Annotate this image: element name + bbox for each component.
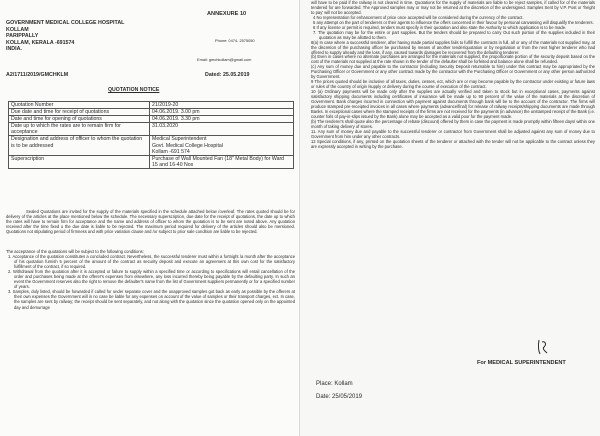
condition-item: 10 (a) Ordinary payments will be made only after the supplies are actually verified and taken to stock but in exceptional cases, payments against satisfactory shipping documents including certificates of insurance will be made up to 90 percent of the value of the materials at the discretion of Government. Bank charges incurred in connection with payment against documents through bank will be to the account of the contractor. The firms will produce stamped pre-receipted invoices in all cases where payments (advance/final) for release of railway receipts/shipping documents are made through Banks. In exceptional cases where the stamped receipts of the firms are not received for the payments (in advance) the unstamped receipt of the Bank (i.e. counter foils of pay-in-slips issued by the Bank) alone may be accepted as a valid poor for the payment made. [311, 89, 596, 119]
table-row [9, 155, 294, 168]
table-key: Due date and time for receipt of quotations [9, 109, 150, 116]
table-row [9, 123, 294, 136]
org-line: KOLLAM [6, 26, 29, 33]
table-key: Date and time for opening of quotations [9, 116, 150, 123]
org-line: INDIA. [6, 46, 22, 53]
condition-item: 4 No representation for enhancement of price once accepted will be considered during the currency of the contract. [313, 14, 524, 20]
condition-item: (b) The tenderer's shall quote also the percentage of rebate (discount) offered by them in case the payment is made promptly within fifteen days/ within one month of taking delivery of stores. [311, 118, 595, 129]
table-row [9, 109, 294, 116]
table-value: 21/2019-20 [150, 102, 294, 109]
org-address [6, 20, 124, 53]
table-key: Designation and address of officer to whom the quotation is to be addressed [9, 136, 150, 155]
condition-item: (c) Any sum of money due and payable to the contractor (including Security Deposit returnable to him) under this contract may be appropriated by the Purchasing Officer or Government or any other contract made by the contractor with the Purchasing Officer or Government or any other person authorized by Government. [311, 64, 595, 80]
conditions-list-left [6, 249, 295, 310]
condition-item: 9 The prices quoted should be inclusive of all taxes, duties, cesses, ect, which are or may become payable by the contractor under existing or future laws or rules of the country of origin /supply or delivery during the course of execution of the contract. [311, 79, 595, 90]
page-right [300, 0, 600, 436]
table-value: 31.03.2020 [150, 123, 294, 136]
annexure-label: ANNEXURE 10 [207, 11, 247, 17]
condition-item: 12 Special conditions, if any, printed on the quotation sheets of the tenderer or attached with the tender will not be applicable to the contract unless they are expressly accepted in writing by the purchase. [311, 138, 595, 149]
condition-item: 6 If any license or permit is required, tenders must specify in their quotation and also state the Authority to which application is to be made. [313, 24, 567, 30]
table-value: Purchase of Wall Mounted Fan (18" Metal Body) for Ward 15 and 16-40 Nos [150, 155, 294, 168]
signature-mark [536, 338, 550, 356]
condition-item: 5 any attempt on the part of tenderers or their agents to influence the offers concerned in their favour by personal canvassing will disqualify the tenderers. [313, 19, 594, 25]
table-key: Superscription [9, 155, 150, 168]
intro-paragraph: Sealed Quotations are invited for the supply of the materials specified in the schedule attached below /overleaf. The rates quoted should be for delivery of the articles at the place mentioned below the schedule. The necessary superscription, due date for the receipt of quotations, the date up to which the rates will have to remain firm for acceptance and the name and address of officer to whom the quotation is to be sent are noted above. Any quotation received after the time fixed o the due date is liable to be rejected. The maximum period required for delivery of the articles should also be mentioned. Quotations not stipulating period of firmness and with price variation clause and /or subject to prior sale condition are liable to be rejected. [6, 209, 295, 235]
table-key: Date up to which the rates are to remain firm for acceptance [9, 123, 150, 136]
table-row [9, 116, 294, 123]
conditions-list-right [311, 1, 595, 150]
condition-item: 7. The quotation may be for the entire or part supplies. But the tenders should be prepared to carry Out such portion of the supplies included in their quotation as may be allotted to them. [313, 29, 595, 40]
table-value: 04.06.2019. 3.00 pm [150, 109, 294, 116]
table-key: Quotation Number [9, 102, 150, 109]
table-row [9, 136, 294, 155]
table-row [9, 102, 294, 109]
org-line: GOVERNMENT MEDICAL COLLEGE HOSPITAL [6, 20, 125, 26]
table-value: 04.06.2019. 3.30 pm [150, 116, 294, 123]
org-line: KOLLAM, KERALA -691574 [6, 39, 75, 46]
email-address: Email: gmchkollam@gmail.com [197, 57, 252, 62]
signatory-label: For MEDICAL SUPERINTENDENT [477, 360, 566, 366]
quotation-details-table [8, 101, 294, 169]
phone-number: Phone: 0474- 2575050 [215, 38, 255, 43]
condition-item: will have to be paid if the railway is not cleared in time. Quotations for the supply of materials are liable to be reject samples, if called for of the materials tendered for are forwarded. The Approved samples may or may not be returned at the discretion of the undersigned. Samples Sent by V.P. Post or 'freight to pay' will not be accepted. [311, 0, 595, 15]
condition-item: 3. Samples, duly listed, should be forwarded if called for under separate cover and the unapproved samples got back as early as possible by the offerers at their own expenses the Government will in no case be liable for any expenses on account of the value of samples or their transport charges, ect. In case, the samples are sent by railway; the receipt should be sent separately, and not along with the quotation since the quotation opened only on the appointed day and demurrage [8, 289, 295, 310]
condition-item: 8(a) In case where a successful tenderer, after having made partial supplies fails to fulfill the contracts in full, all or any of the materials not supplied may, at the discretion of the purchasing officer be purchased by means of another tender/quotation or by negotiation or from the next higher tenderer who had offered to supply already and the loss, if any, caused towards damages be recovered from the defaulting tenderer. [311, 39, 595, 55]
org-line: PARIPPALLY [6, 33, 39, 40]
condition-item: (b) Even in cases where no alternate purchases are arranged for the materials not supplied, the proportionate portion of the security deposit based on the cost of the materials not supplied at the rate shown in the tender of the defaulter shall be forfeited and balance alone shall be refunded. [311, 54, 595, 65]
reference-number: A2/1711/2019/GMCHKLM [6, 72, 69, 78]
notice-date: Dated: 25.05.2019 [205, 72, 250, 78]
table-value: Medical Superintendent Govt. Medical College Hospital Kollam -691 574 [150, 136, 294, 155]
condition-item: 11. Any sum of money due and payable to the successful tenderer or contractor from Government shall be adjusted against any sum of money due to Government from him under any other contracts. [311, 128, 595, 139]
place-label: Place: Kollam [316, 381, 353, 387]
condition-item: 1. Acceptance of the quotation constitutes a concluded contract. Nevertheless, the successful tenderer must within a fortnight /a month after the acceptance of his quotation furnish 5 percent of the amount of the contract as security deposit and execute an agreement at this own cost for the satisfactory fulfillment of the contract, if so required. [8, 254, 295, 270]
condition-item: 2. Withdrawal from the quotation after it is accepted or failure to supply within a specified time or according to specifications will entail cancellation of the order and purchases being made at the offerer's expenses from elsewhere, any loss incurred thereby being payable by the defaulting party. In such an event the Government reserves also the right to remove the defaulter's name from the list of Government suppliers permanently or for a specified number of years. [8, 269, 295, 290]
notice-title: QUOTATION NOTICE [108, 87, 160, 93]
signature-date: Date: 25/05/2019 [316, 394, 363, 400]
conditions-intro: The acceptance of the quotations will be subject to the following conditions: [6, 249, 144, 254]
